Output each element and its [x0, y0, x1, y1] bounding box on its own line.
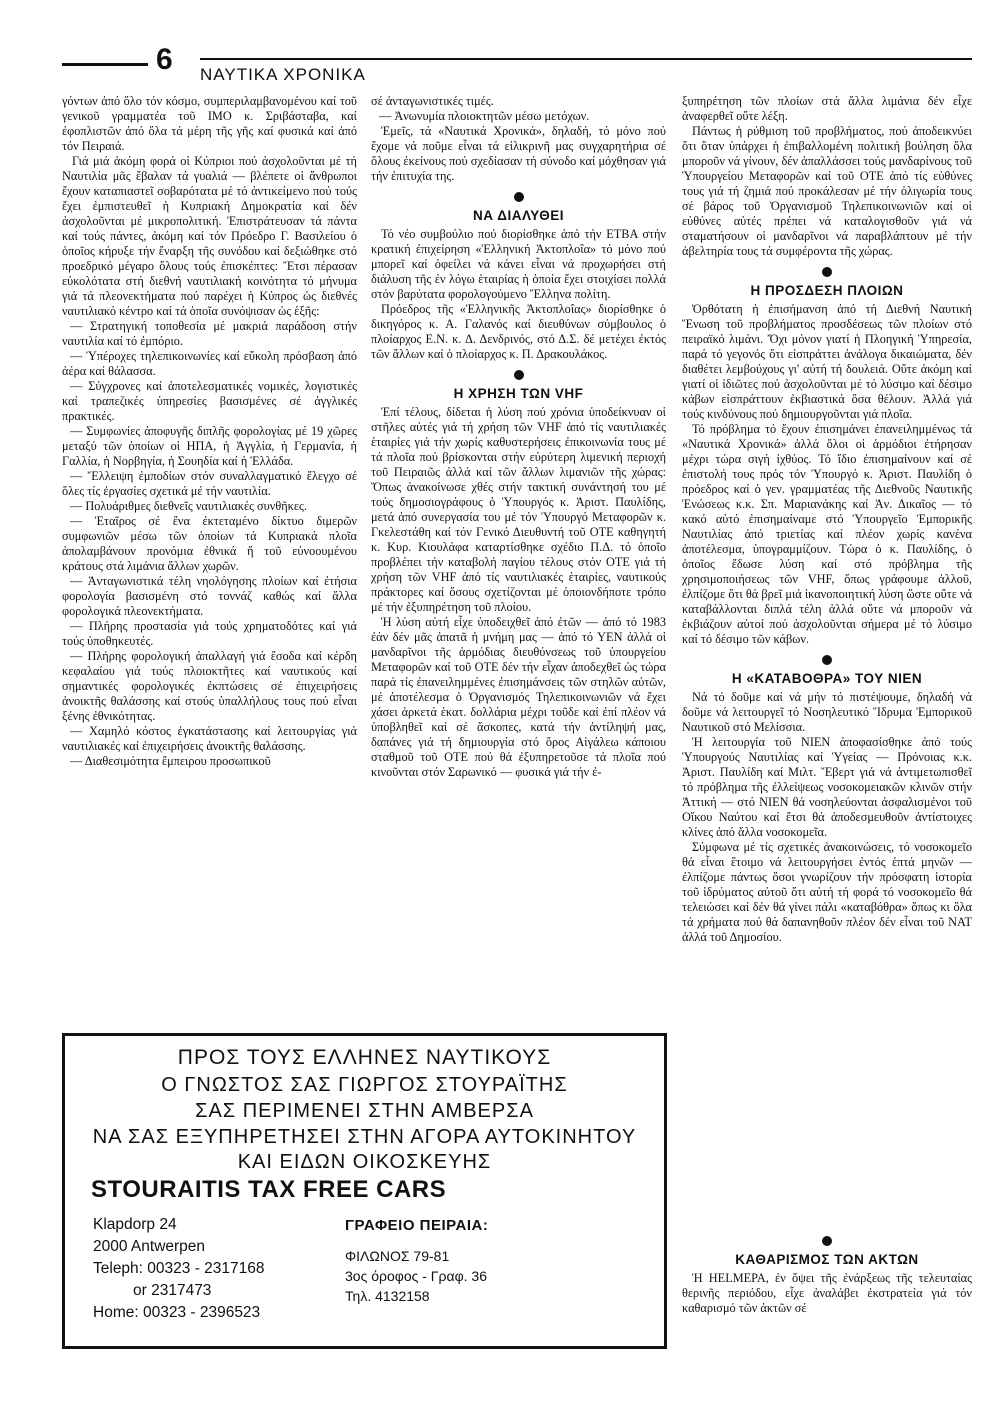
- ad-piraeus-office: [345, 1216, 488, 1306]
- paragraph: Γιά μιά ἀκόμη φορά οἱ Κύπριοι πού ἀσχολοῦνται μέ τή Ναυτιλία μᾶς ἔβαλαν τά γυαλιά — βλέπετε οἱ ἄνθρωποι ἔχουν καταπιαστεῖ σοβαρότατα μέ τό ἀντικείμενο πού τούς ἔχει ἐμπιστευθεῖ ἡ Κυπριακή Δημοκρατία καί δέν ἀσχολοῦνται μέ μικροπολιτική. Ἐπιστράτευσαν τά πάντα καί τούς πάντες, ἀκόμη καί τόν Πρόεδρο Γ. Βασιλείου ὁ ὁποῖος κήρυξε τήν ἔναρξη τῆς συνόδου καί δεξιώθηκε στό προεδρικό μέγαρο ὅλους τούς ἐπισκέπτες: Ἔτσι πέρασαν εὐκολότατα στή διεθνή ναυτιλιακή κοινότητα τό μήνυμα γιά τά πλεονεκτήματα πού παρέχει ἡ Κύπρος ὡς διεθνές ναυτιλιακό κέντρο καί τά ὁποῖα συνόψισαν ὡς ἑξῆς:: [62, 154, 357, 318]
- paragraph: Ὀρθότατη ἡ ἐπισήμανση ἀπό τή Διεθνή Ναυτική Ἕνωση τοῦ προβλήματος προσδέσεως τῶν πλοίων στό πειραϊκό λιμάνι. Ὄχι μόνον γιατί ἡ Πλοηγική Ὑπηρεσία, παρά τό γεγονός ὅτι εἰσπράττει ἀνάλογα δικαιώματα, δέν διαθέτει λεμβούχους γι' αὐτή τή δουλειά. Οὔτε ἀκόμη καί γιατί οἱ ἰδιῶτες πού ἀσχολοῦνται μέ τό λύσιμο καί δέσιμο κάβων εἰσπράττουν ἐκβιαστικά ὅσα θέλουν. Ἀλλά γιά τούς κινδύνους πού δημιουργοῦνται γιά πλοῖα.: [682, 302, 972, 421]
- section-heading-dialythei: ΝΑ ΔΙΑΛΥΘΕΙ: [473, 208, 564, 223]
- advertisement-box: [62, 1033, 667, 1349]
- header-rule-left: [62, 63, 148, 66]
- paragraph: Ἐμεῖς, τά «Ναυτικά Χρονικά», δηλαδή, τό μόνο πού ἔχομε νά ποῦμε εἶναι τά εἰλικρινῆ μας συγχαρητήρια σέ ὅλους ἐκείνους πού σχεδίασαν τή σύνοδο καί μόχθησαν γιά τήν ἐπιτυχία της.: [371, 124, 666, 183]
- publication-title: ΝΑΥΤΙΚΑ ΧΡΟΝΙΚΑ: [200, 65, 366, 84]
- section-bullet: [822, 655, 832, 665]
- section-heading-katharismos: ΚΑΘΑΡΙΣΜΟΣ ΤΩΝ ΑΚΤΩΝ: [735, 1252, 919, 1267]
- ad-address-line: 2000 Antwerpen: [93, 1238, 206, 1255]
- ad-phone-alt: or 2317473: [133, 1282, 212, 1299]
- list-item: — Ἀνωνυμία πλοιοκτητῶν μέσω μετόχων.: [379, 109, 590, 123]
- header-rule: [200, 58, 972, 60]
- ad-home-phone: Home: 00323 - 2396523: [93, 1304, 261, 1321]
- ad-address: [93, 1214, 265, 1324]
- article-column-3: [682, 94, 972, 1304]
- ad-line: ΣΑΣ ΠΕΡΙΜΕΝΕΙ ΣΤΗΝ ΑΜΒΕΡΣΑ: [195, 1100, 534, 1122]
- paragraph: γόντων ἀπό ὅλο τόν κόσμο, συμπεριλαμβανομένου καί τοῦ γενικοῦ γραμματέα τοῦ ΙΜΟ κ. Σριβάσταβα, καί ἐφοπλιστῶν ἀπό ὅλα τά μέρη τῆς γῆς καί φυσικά καί ἀπό τόν Πειραιά.: [62, 94, 357, 153]
- article-column-1: [62, 94, 357, 1029]
- paragraph: Ἐπί τέλους, δίδεται ἡ λύση πού χρόνια ὑποδείκνυαν οἱ στῆλες αὐτές γιά τή χρήση τῶν VHF ἀπό τίς ναυτιλιακές ἑταιρίες γιά τήν χωρίς καθυστερήσεις ἐπικοινωνία τους μέ τά πλοῖα πού βρίσκονται στήν εὐρύτερη λιμενική περιοχή τοῦ Πειραιῶς ἀλλά καί τῶν ἄλλων λιμανιῶν τῆς χώρας: Ὅπως ἀνακοίνωσε χθές στήν τακτική συνάντησή του μέ τούς δημοσιογράφους ὁ Ὑπουργός κ. Ἀριστ. Παυλίδης, μετά ἀπό συνεργασία του μέ τόν Ὑπουργό Μεταφορῶν κ. Γκελεστάθη καί τόν Γενικό Διευθυντή τοῦ ΟΤΕ καθηγητή κ. Κυρ. Κιουλάφα καταρτίσθηκε σχέδιο Π.Δ. τό ὁποῖο προβλέπει τήν καταβολή παγίου τέλους στόν ΟΤΕ γιά τή χρήση τῶν VHF ἀπό τίς ναυτιλιακές ἑταιρίες, ναυτικούς πράκτορες καί ὅσους σχετίζονται μέ ὁποιονδήποτε τρόπο μέ τήν ἐξυπηρέτηση τοῦ πλοίου.: [371, 405, 666, 614]
- ad-line: ΠΡΟΣ ΤΟΥΣ ΕΛΛΗΝΕΣ ΝΑΥΤΙΚΟΥΣ: [177, 1046, 552, 1069]
- paragraph: Τό νέο συμβούλιο πού διορίσθηκε ἀπό τήν ΕΤΒΑ στήν κρατική ἐπιχείρηση «Ἑλληνική Ἀκτοπλοΐα» τό μόνο πού μπορεῖ καί ὀφείλει νά κάνει εἶναι νά προχωρήσει στή διάλυση τῆς ἐν λόγω ἑταιρίας ἡ ὁποία ἔχει στοιχίσει πολλά στόν βαρύτατα φορολογούμενο Ἕλληνα πολίτη.: [371, 227, 666, 301]
- section-bullet: [514, 192, 524, 202]
- ad-address-line: Klapdorp 24: [93, 1216, 177, 1233]
- paragraph: Πρόεδρος τῆς «Ἑλληνικῆς Ἀκτοπλοΐας» διορίσθηκε ὁ δικηγόρος κ. Α. Γαλανός καί διευθύνων σύμβουλος ὁ πλοίαρχος Ε.Ν. κ. Δ. Δενδρινός, στό Δ.Σ. δέ μετέχει ἐκτός τῶν ἄλλων καί ὁ πλοίαρχος κ. Π. Δρακουλάκος.: [371, 302, 666, 361]
- section-bullet: [822, 267, 832, 277]
- list-item: — Ἑταῖρος σέ ἕνα ἐκτεταμένο δίκτυο διμερῶν συμφωνιῶν μέσω τῶν ὁποίων τά Κυπριακά πλοῖα ἀπολαμβάνουν προνόμια ἐθνικά ἤ τοῦ εὐνοουμένου κράτους στά λιμάνια ἄλλων χωρῶν.: [62, 514, 357, 573]
- list-item: — Πλήρης προστασία γιά τούς χρηματοδότες καί γιά τούς ὑποθηκευτές.: [62, 619, 357, 648]
- ad-line: Ο ΓΝΩΣΤΟΣ ΣΑΣ ΓΙΩΡΓΟΣ ΣΤΟΥΡΑΪΤΗΣ: [161, 1074, 568, 1096]
- paragraph: ξυπηρέτηση τῶν πλοίων στά ἄλλα λιμάνια δέν εἶχε ἀναφερθεῖ οὔτε λέξη.: [682, 94, 972, 123]
- paragraph: Σύμφωνα μέ τίς σχετικές ἀνακοινώσεις, τό νοσοκομεῖο θά εἶναι ἕτοιμο νά λειτουργήσει ἐντός ἑπτά μηνῶν — ἐλπίζομε πάντως ὅσοι γνωρίζουν τήν πρόσφατη ἱστορία τοῦ ἱδρύματος αὐτοῦ ὅτι αὐτή τή φορά τό νοσοκομεῖο θά τελειώσει καί δέν θά γίνει πάλι «καταβόθρα» ὅπως κι ὅλα τά χρήματα πού θά δαπανηθοῦν πλέον δέν εἶναι τοῦ ΝΑΤ ἀλλά τοῦ Δημοσίου.: [682, 840, 972, 944]
- list-item: — Σύγχρονες καί ἀποτελεσματικές νομικές, λογιστικές καί τραπεζικές ὑπηρεσίες βασισμένες σέ ἀγγλικές πρακτικές.: [62, 379, 357, 423]
- list-item: — Χαμηλό κόστος ἐγκατάστασης καί λειτουργίας γιά ναυτιλιακές καί ἐπιχειρήσεις ἀνοικτῆς θαλάσσης.: [62, 724, 357, 753]
- ad-office-phone: Τηλ. 4132158: [345, 1288, 430, 1304]
- ad-office-title: ΓΡΑΦΕΙΟ ΠΕΙΡΑΙΑ:: [345, 1217, 489, 1234]
- list-item: — Συμφωνίες ἀποφυγῆς διπλῆς φορολογίας μέ 19 χῶρες μεταξύ τῶν ὁποίων οἱ ΗΠΑ, ἡ Ἀγγλία, ἡ Γερμανία, ἡ Γαλλία, ἡ Νορβηγία, ἡ Σουηδία καί ἡ Ἑλλάδα.: [62, 424, 357, 468]
- ad-phone: Teleph: 00323 - 2317168: [93, 1260, 265, 1277]
- ad-brand: STOURAITIS TAX FREE CARS: [91, 1176, 447, 1203]
- paragraph: Τό πρόβλημα τό ἔχουν ἐπισημάνει ἐπανειλημμένως τά «Ναυτικά Χρονικά» ἀλλά ὅλοι οἱ ἁρμόδιοι ἐτήρησαν μέχρι τώρα σιγή ἰχθύος. Τό ἴδιο ἐπισημαίνουν καί σέ ἐπιστολή τους πρός τόν Ὑπουργό κ. Ἀριστ. Παυλίδη ὁ πρόεδρος καί ὁ γεν. γραμματέας τῆς Διεθνοῦς Ναυτικῆς Ἑνώσεως κ.κ. Σπ. Μαριανάκης καί Ἀν. Δικαῖος — τό κακό αὐτό ἐπισημαίναμε στό Ὑπουργεῖο Ἐμπορικῆς Ναυτιλίας ἀπό τριετίας καί πλέον χωρίς κανένα ἀποτέλεσμα, ὑπογραμμίζουν. Τώρα ὁ κ. Παυλίδης, ὁ ὁποῖος ἔδωσε λύση καί στό πρόβλημα τῆς χρησιμοποιήσεως τῶν VHF, ὅπως γράφουμε ἀλλοῦ, ἐλπίζομε ὅτι θά βρεῖ μιά ἱκανοποιητική λύση ὥστε οὔτε νά καταβάλλονται διπλά τέλη ἀλλά οὔτε νά μποροῦν νά ἐκβιάζουν αὐτοί πού ἀσχολοῦνται σήμερα μέ τό λύσιμο καί τό δέσιμο τῶν κάβων.: [682, 422, 972, 646]
- list-item: — Στρατηγική τοποθεσία μέ μακριά παράδοση στήν ναυτιλία καί τό ἐμπόριο.: [62, 319, 357, 348]
- ad-line: ΚΑΙ ΕΙΔΩΝ ΟΙΚΟΣΚΕΥΗΣ: [237, 1151, 492, 1173]
- ad-office-line: ΦΙΛΩΝΟΣ 79-81: [345, 1248, 450, 1264]
- section-bullet: [822, 1236, 832, 1246]
- paragraph: Ἡ HELMEPA, ἐν ὄψει τῆς ἐνάρξεως τῆς τελευταίας θερινῆς περιόδου, εἶχε ἀναλάβει ἐκστρατεία γιά τόν καθαρισμό τῶν ἀκτῶν σέ: [682, 1271, 972, 1315]
- section-heading-prosdesi: Η ΠΡΟΣΔΕΣΗ ΠΛΟΙΩΝ: [750, 283, 904, 298]
- list-item: — Ἀνταγωνιστικά τέλη νηολόγησης πλοίων καί ἐτήσια φορολογία βασισμένη στό τοννάζ καθώς καί ἄλλα φορολογικά πλεονεκτήματα.: [62, 574, 357, 618]
- section-heading-vhf: Η ΧΡΗΣΗ ΤΩΝ VHF: [453, 386, 584, 401]
- article-column-2: [371, 94, 666, 1029]
- list-item: — Ἔλλειψη ἐμποδίων στόν συναλλαγματικό ἔλεγχο σέ ὅλες τίς ἐργασίες σχετικά μέ τήν ναυτιλία.: [62, 469, 357, 498]
- list-item: — Διαθεσιμότητα ἔμπειρου προσωπικοῦ: [70, 754, 271, 768]
- list-item: — Ὑπέροχες τηλεπικοινωνίες καί εὔκολη πρόσβαση ἀπό ἀέρα καί θάλασσα.: [62, 349, 357, 378]
- list-item: — Πολυάριθμες διεθνεῖς ναυτιλιακές συνθῆκες.: [70, 499, 307, 513]
- list-item: — Πλήρης φορολογική ἀπαλλαγή γιά ἔσοδα καί κέρδη κεφαλαίου γιά τούς πλοιοκτῆτες καί ναυτικούς καί σημαντικές φορολογικές ἐκπτώσεις σέ ἐπιχειρήσεις ἀνοικτῆς θαλάσσης καί στούς ὑπαλλήλους τους πού εἶναι ξένης ἐθνικότητας.: [62, 649, 357, 723]
- paragraph: Νά τό δοῦμε καί νά μήν τό πιστέψουμε, δηλαδή νά δοῦμε νά λειτουργεῖ τό Νοσηλευτικό Ἵδρυμα Ἐμπορικοῦ Ναυτικοῦ στό Μελίσσια.: [682, 690, 972, 734]
- paragraph: Ἡ λύση αὐτή εἶχε ὑποδειχθεῖ ἀπό ἐτῶν — ἀπό τό 1983 ἐάν δέν μᾶς ἀπατᾶ ἡ μνήμη μας — ἀπό τό ΥΕΝ ἀλλά οἱ μανδαρῖνοι τῆς ἁρμόδιας διευθύνσεως τοῦ ὑπουργείου Μεταφορῶν καί τοῦ ΟΤΕ δέν τήν εἶχαν ἀποδεχθεῖ ὡς τώρα παρά τίς ἐπανειλημμένες ἐπισημάνσεις τῶν στηλῶν αὐτῶν, μέ ἀποτέλεσμα ὁ Ὀργανισμός Τηλεπικοινωνιῶν νά ἔχει χάσει ἀρκετά ἑκατ. δολλάρια μέχρι τοῦδε καί ἐπί πλέον νά ὑποβληθεῖ καί σέ ἄσκοπες, κατά τήν ἀντίληψή μας, δαπάνες γιά τή δημιουργία στό ὅρος Αἰγάλεω κάποιου σταθμοῦ τοῦ ΟΤΕ πού θά ἐξυπηρετοῦσε τά πλοῖα πού κινοῦνται στόν Σαρωνικό — φυσικά γιά τήν ἐ-: [371, 615, 666, 779]
- paragraph: Ἡ λειτουργία τοῦ ΝΙΕΝ ἀποφασίσθηκε ἀπό τούς Ὑπουργούς Ναυτιλίας καί Ὑγείας — Πρόνοιας κ.κ. Ἀριστ. Παυλίδη καί Μιλτ. Ἔβερτ γιά νά ἀντιμετωπισθεῖ τό πρόβλημα τῆς ἐλλείψεως νοσοκομειακῶν κλινῶν στήν Ἀττική — στό ΝΙΕΝ θά νοσηλεύονται ἀσφαλισμένοι τοῦ Οἴκου Ναύτου καί ἔτσι θά ἀποδεσμευθοῦν ἀντίστοιχες κλίνες ἀπό ἄλλα νοσοκομεῖα.: [682, 735, 972, 839]
- paragraph: Πάντως ἡ ρύθμιση τοῦ προβλήματος, πού ἀποδεικνύει ὅτι ὅταν ὑπάρχει ἡ ἐπιβαλλομένη πολιτική βούληση ὅλα μποροῦν νά γίνουν, δέν ἀπαλλάσσει τούς μανδαρίνους τοῦ Ὑπουργείου Μεταφορῶν καί τοῦ ΟΤΕ ἀπό τίς εὐθύνες τους γιά τή ζημιά πού προκάλεσαν μέ τήν ὀλιγωρία τους σέ βάρος τοῦ Ὀργανισμοῦ Τηλεπικοινωνιῶν καί οἱ εὐθύνες αὐτές πρέπει νά καταλογισθοῦν γιά νά σταματήσουν οἱ μανδαρῖνοι νά παραβλάπτουν μέ τήν ἀβελτηρία τους τά συμφέροντα τῆς χώρας.: [682, 124, 972, 258]
- ad-office-line: 3ος όροφος - Γραφ. 36: [345, 1268, 487, 1284]
- section-heading-katavothra: Η «ΚΑΤΑΒΟΘΡΑ» ΤΟΥ ΝΙΕΝ: [731, 671, 923, 686]
- page-number: 6: [156, 43, 173, 76]
- paragraph: σέ ἀνταγωνιστικές τιμές.: [371, 94, 494, 108]
- article-column-3-bottom: [682, 1236, 972, 1366]
- section-bullet: [514, 370, 524, 380]
- ad-line: ΝΑ ΣΑΣ ΕΞΥΠΗΡΕΤΗΣΕΙ ΣΤΗΝ ΑΓΟΡΑ ΑΥΤΟΚΙΝΗΤΟΥ: [92, 1126, 637, 1148]
